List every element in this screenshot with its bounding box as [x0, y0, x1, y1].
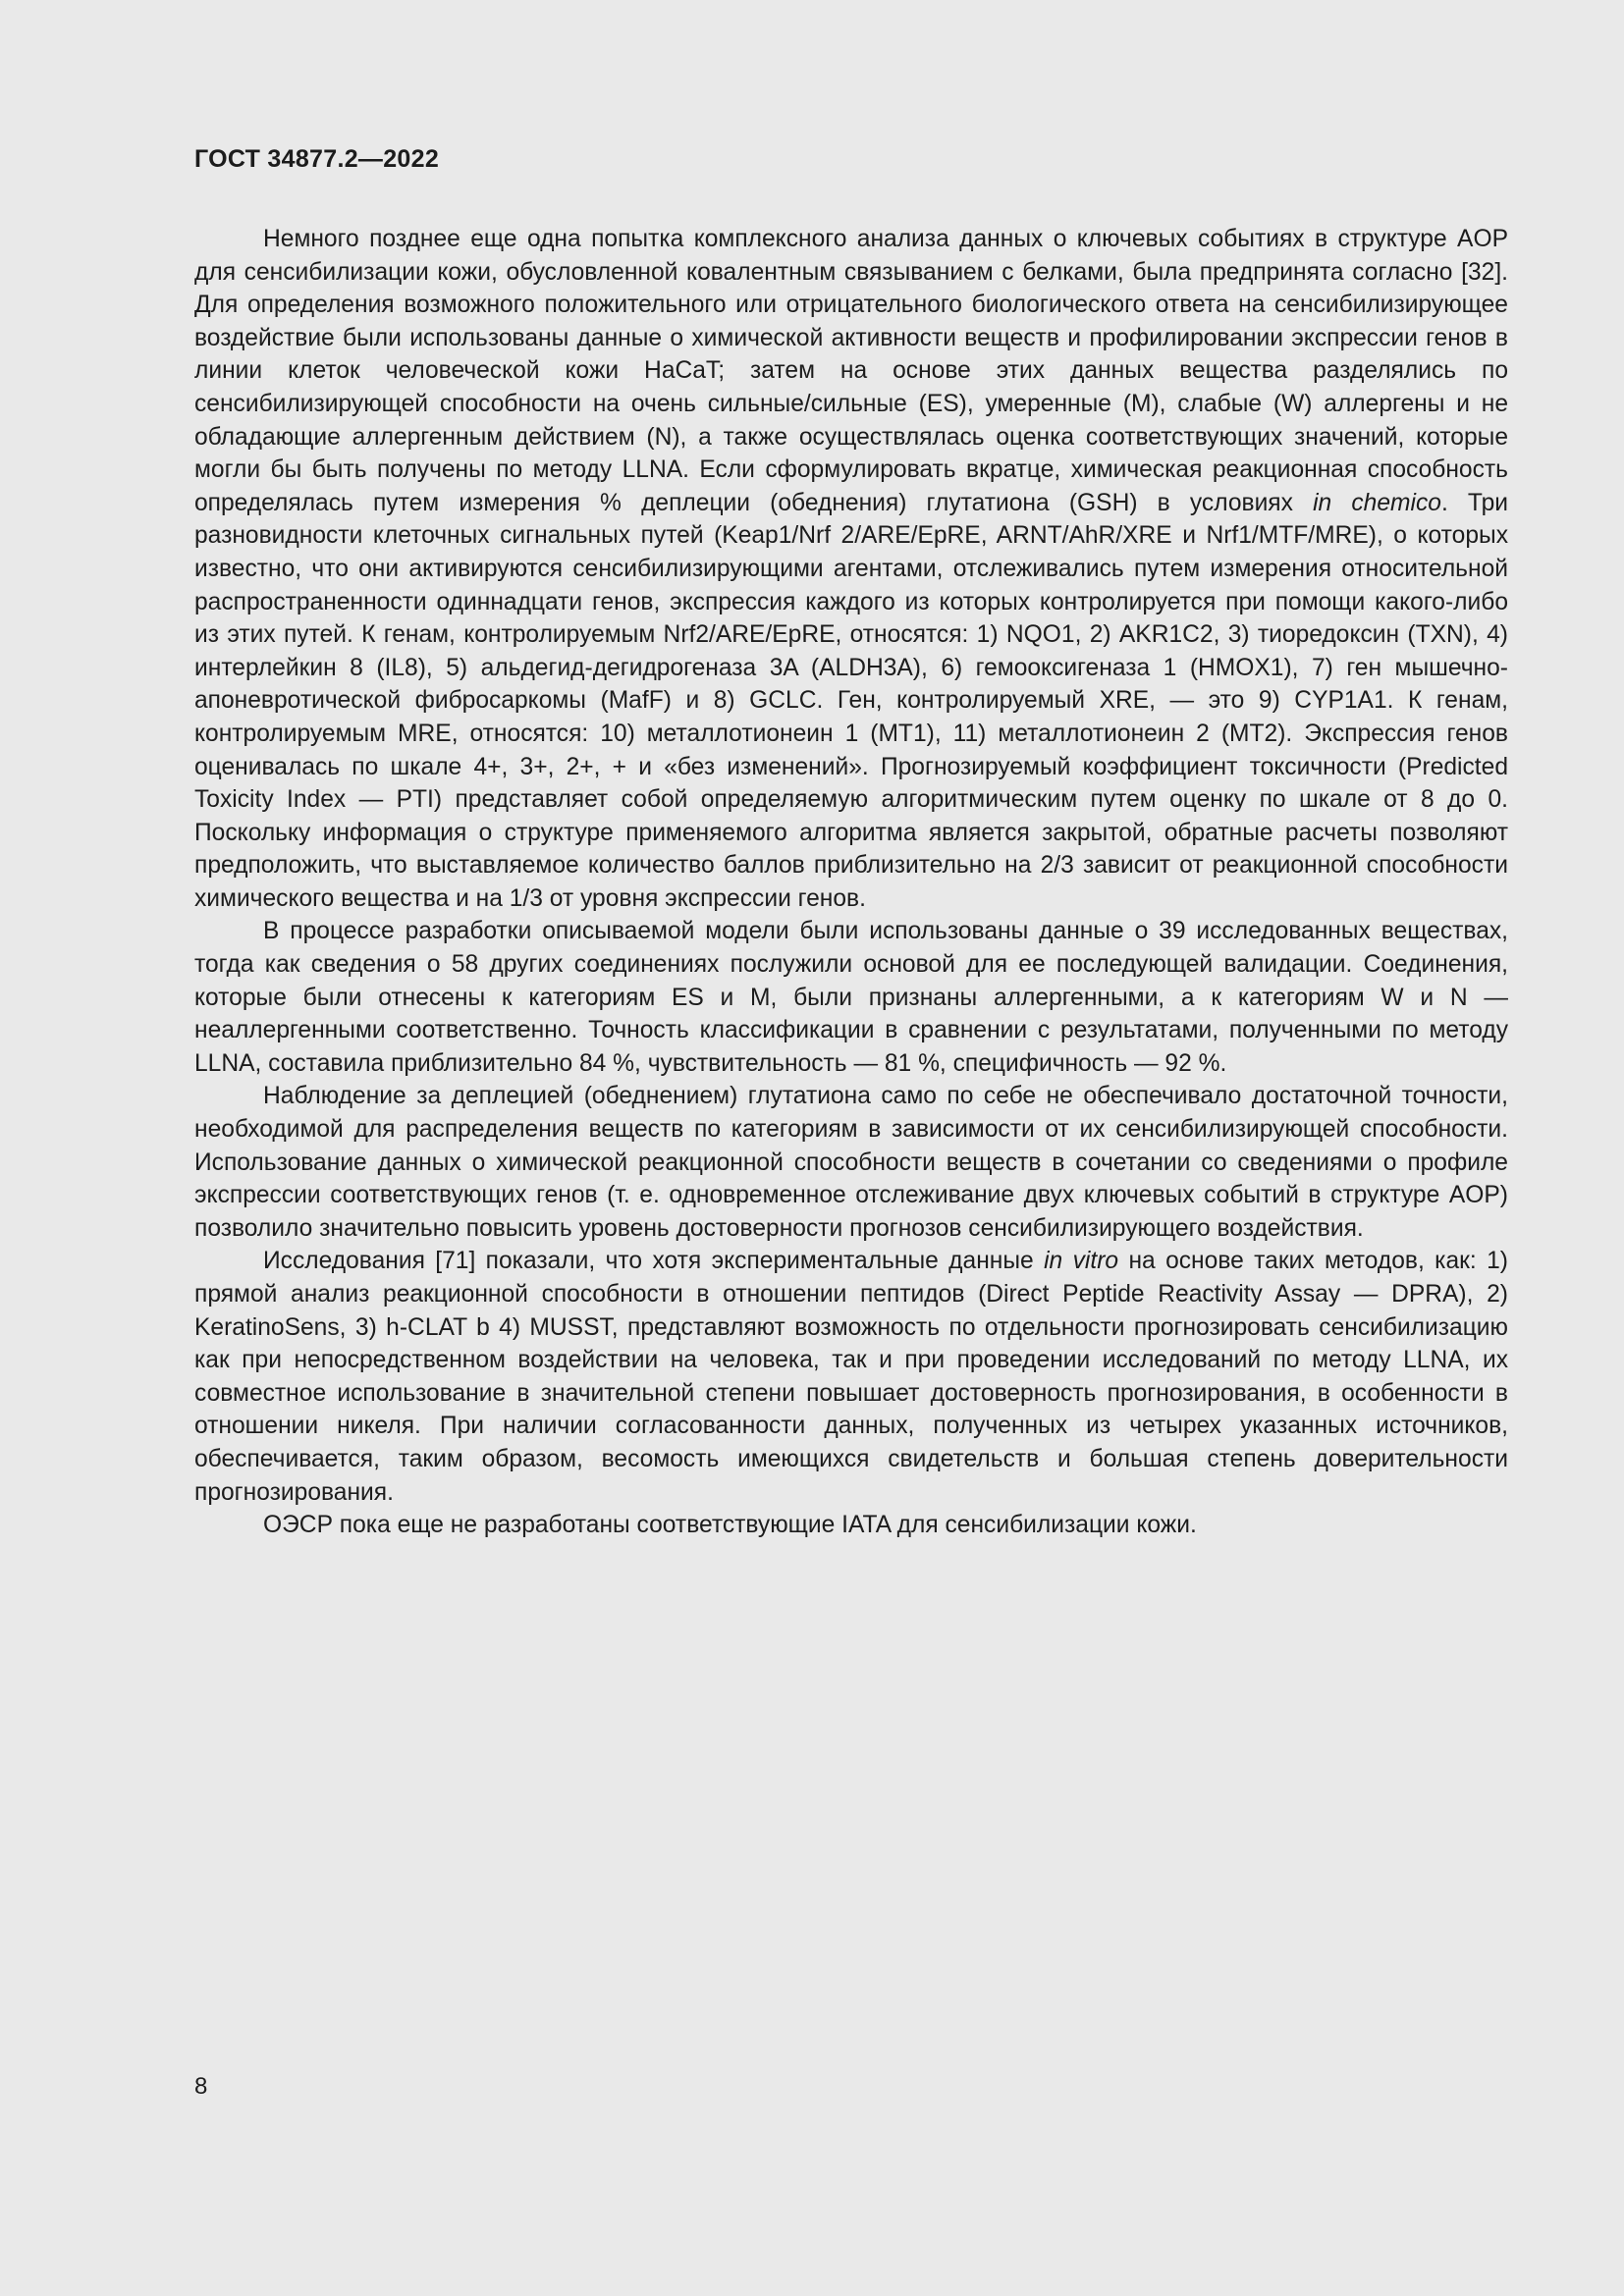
paragraph-text: ОЭСР пока еще не разработаны соответствующие IATA для сенсибилизации кожи.	[263, 1512, 1197, 1539]
paragraph-5	[194, 1509, 1508, 1542]
paragraph-text: Немного позднее еще одна попытка комплексного анализа данных о ключевых событиях в структуре AOP для сенсибилизации кожи, обусловленной ковалентным связыванием с белками, была предпринята согласно [32]. Для определения возможного положительного или отрицательного биологического ответа на сенсибилизирующее воздействие были использованы данные о химической активности веществ и профилировании экспрессии генов в линии клеток человеческой кожи HaCaT; затем на основе этих данных вещества разделялись по сенсибилизирующей способности на очень сильные/сильные (ES), умеренные (M), слабые (W) аллергены и не обладающие аллергенным действием (N), а также осуществлялась оценка соответствующих значений, которые могли бы быть получены по методу LLNA. Если сформулировать вкратце, химическая реакционная способность определялась путем измерения % деплеции (обеднения) глутатиона (GSH) в условиях	[194, 226, 1508, 516]
paragraph-1	[194, 223, 1508, 915]
paragraph-2	[194, 915, 1508, 1080]
paragraph-text: на основе таких методов, как: 1) прямой анализ реакционной способности в отношении пептидов (Direct Peptide Reactivity Assay — DPRA), 2) KeratinoSens, 3) h-CLAT b 4) MUSST, представляют возможность по отдельности прогнозировать сенсибилизацию как при непосредственном воздействии на человека, так и при проведении исследований по методу LLNA, их совместное использование в значительной степени повышает достоверность прогнозирования, в особенности в отношении никеля. При наличии согласованности данных, полученных из четырех указанных источников, обеспечивается, таким образом, весомость имеющихся свидетельств и большая степень доверительности прогнозирования.	[194, 1248, 1508, 1506]
paragraph-text: . Три разновидности клеточных сигнальных путей (Keap1/Nrf 2/ARE/EpRE, ARNT/AhR/XRE и Nrf1/MTF/MRE), о которых известно, что они активируются сенсибилизирующими агентами, отслеживались путем измерения относительной распространенности одиннадцати генов, экспрессия каждого из которых контролируется при помощи какого-либо из этих путей. К генам, контролируемым Nrf2/ARE/EpRE, относятся: 1) NQO1, 2) AKR1C2, 3) тиоредоксин (TXN), 4) интерлейкин 8 (IL8), 5) альдегид-дегидрогеназа 3A (ALDH3A), 6) гемооксигеназа 1 (HMOX1), 7) ген мышечно-апоневротической фибросаркомы (MafF) и 8) GCLC. Ген, контролируемый XRE, — это 9) CYP1A1. К генам, контролируемым MRE, относятся: 10) металлотионеин 1 (MT1), 11) металлотионеин 2 (MT2). Экспрессия генов оценивалась по шкале 4+, 3+, 2+, + и «без изменений». Прогнозируемый коэффициент токсичности (Predicted Toxicity Index — PTI) представляет собой определяемую алгоритмическим путем оценку по шкале от 8 до 0. Поскольку информация о структуре применяемого алгоритма является закрытой, обратные расчеты позволяют предположить, что выставляемое количество баллов приблизительно на 2/3 зависит от реакционной способности химического вещества и на 1/3 от уровня экспрессии генов.	[194, 489, 1508, 912]
paragraph-text: Исследования [71] показали, что хотя экспериментальные данные	[263, 1248, 1045, 1275]
paragraph-italic-term: in chemico	[1313, 489, 1441, 516]
paragraph-3	[194, 1080, 1508, 1245]
paragraph-italic-term: in vitro	[1044, 1248, 1119, 1275]
page-number: 8	[194, 2073, 208, 2100]
document-header: ГОСТ 34877.2—2022	[194, 145, 440, 173]
paragraph-text: В процессе разработки описываемой модели были использованы данные о 39 исследованных веществах, тогда как сведения о 58 других соединениях послужили основой для ее последующей валидации. Соединения, которые были отнесены к категориям ES и M, были признаны аллергенными, а к категориям W и N — неаллергенными соответственно. Точность классификации в сравнении с результатами, полученными по методу LLNA, составила приблизительно 84 %, чувствительность — 81 %, специфичность — 92 %.	[194, 918, 1508, 1077]
paragraph-text: Наблюдение за деплецией (обеднением) глутатиона само по себе не обеспечивало достаточной точности, необходимой для распределения веществ по категориям в зависимости от их сенсибилизирующей способности. Использование данных о химической реакционной способности веществ в сочетании со сведениями о профиле экспрессии соответствующих генов (т. е. одновременное отслеживание двух ключевых событий в структуре AOP) позволило значительно повысить уровень достоверности прогнозов сенсибилизирующего воздействия.	[194, 1083, 1508, 1242]
document-body	[194, 223, 1508, 1542]
paragraph-4	[194, 1245, 1508, 1509]
